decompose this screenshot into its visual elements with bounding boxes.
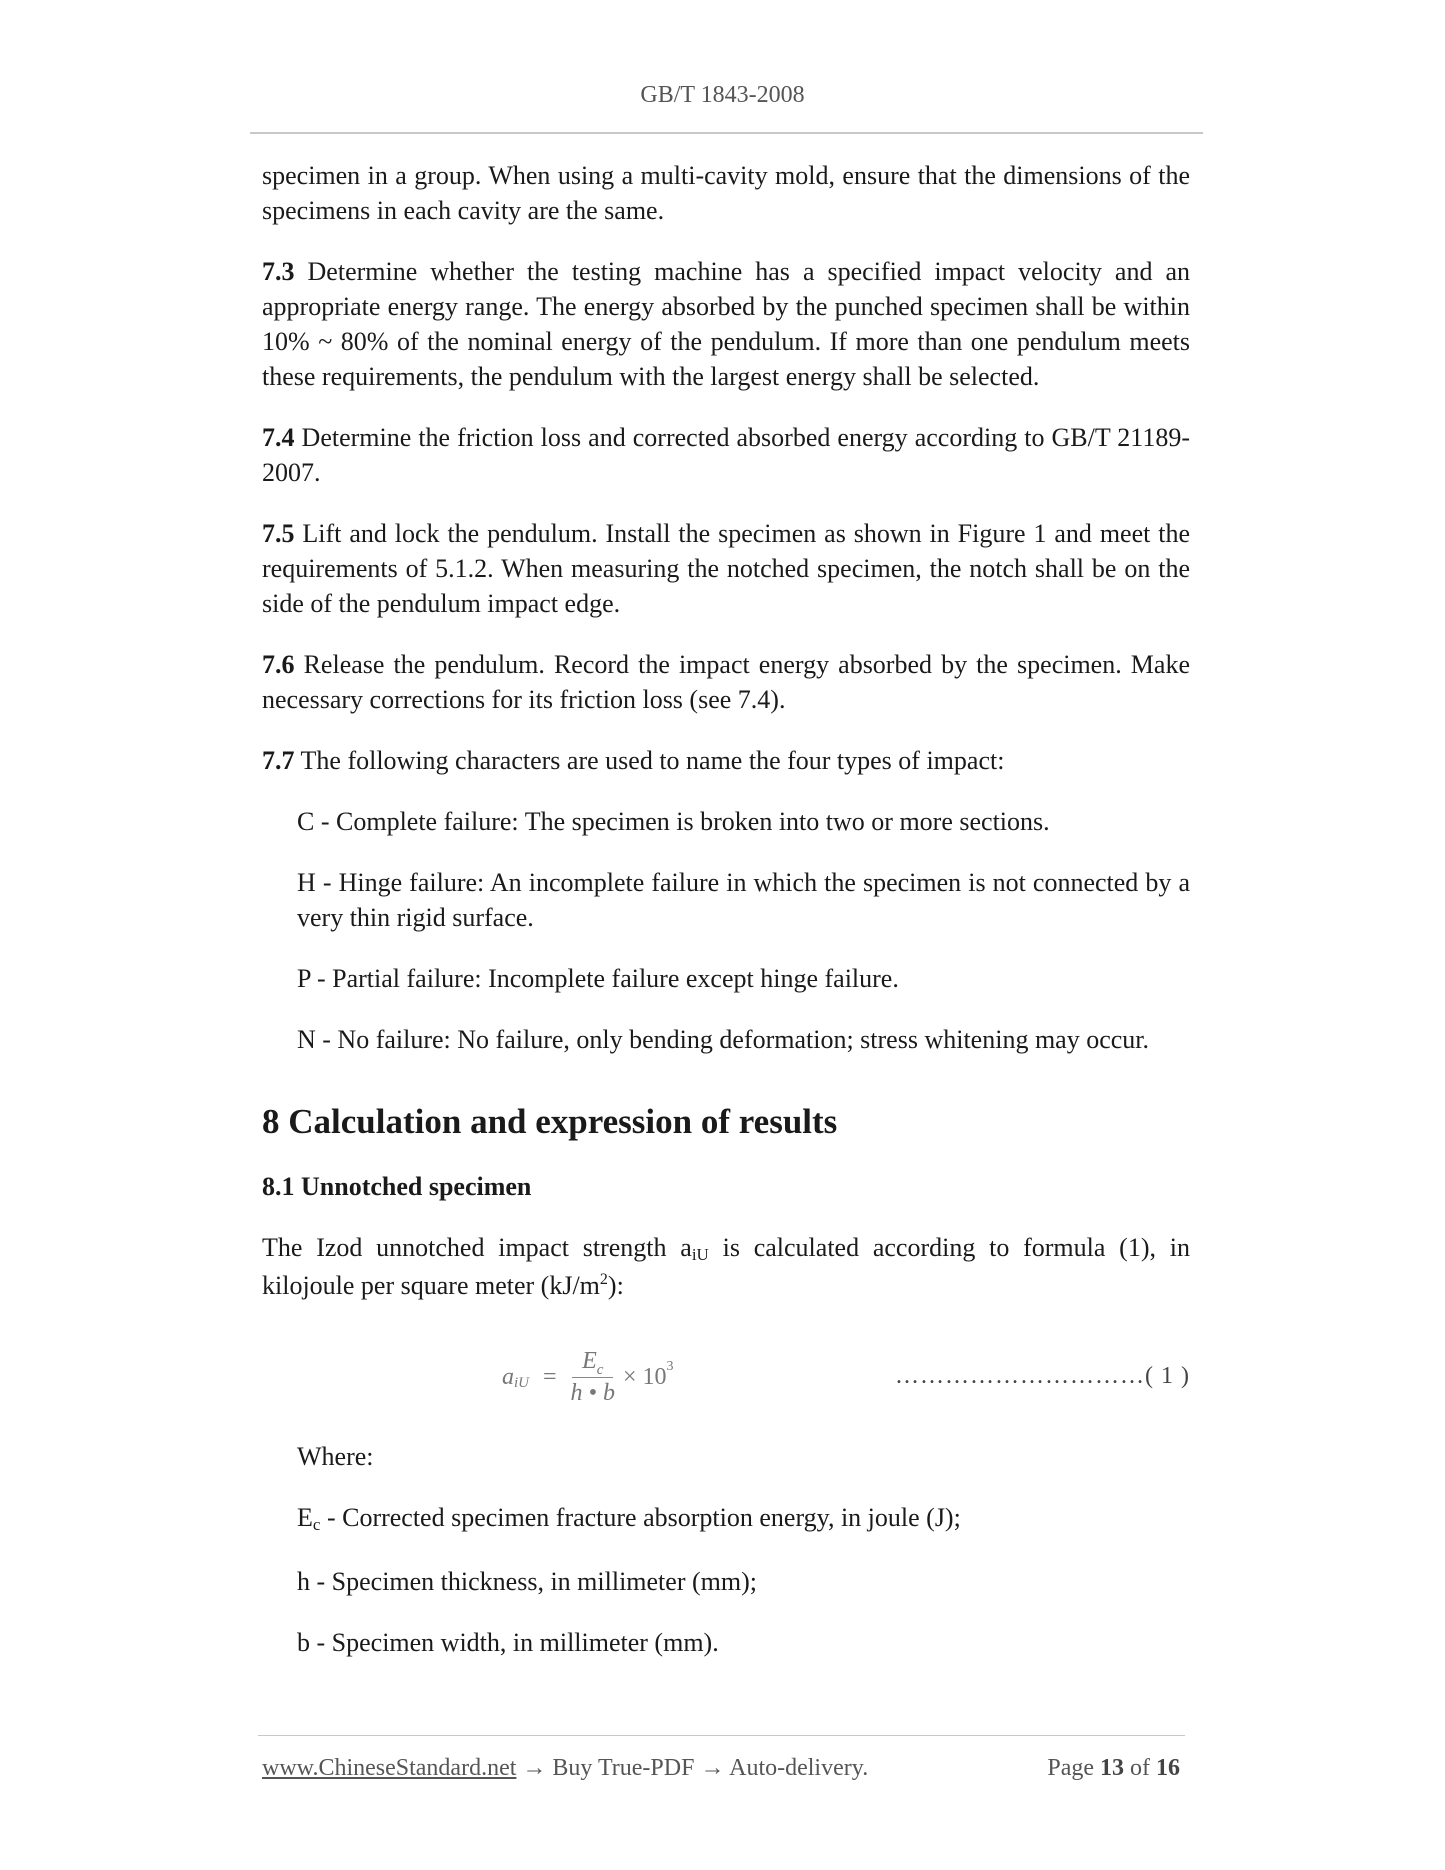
definition-b: b - Specimen width, in millimeter (mm). <box>297 1628 719 1657</box>
clause-7-7 <box>262 743 1190 778</box>
clause-text: Determine whether the testing machine has a specified impact velocity and an appropriate energy range. The energy absorbed by the punched specimen shall be within 10% ~ 80% of the nominal energy of the pendulum. If more than one pendulum meets these requirements, the pendulum with the largest energy shall be selected. <box>262 257 1191 391</box>
formula-1 <box>262 1341 1190 1413</box>
intro-text: is calculated according to formula (1), in kilojoule per square meter (kJ/m <box>262 1233 1190 1300</box>
formula-numerator <box>572 1348 613 1378</box>
def-symbol: E <box>297 1503 313 1532</box>
footer-left <box>262 1755 868 1782</box>
of-word: of <box>1130 1755 1150 1781</box>
clause-text: Release the pendulum. Record the impact energy absorbed by the specimen. Make necessary corrections for its friction loss (see 7.4). <box>262 650 1191 714</box>
formula-number: ( 1 ) <box>1145 1363 1190 1389</box>
formula-fraction <box>571 1348 615 1407</box>
failure-type-h: H - Hinge failure: An incomplete failure in which the specimen is not connected by a very thin rigid surface. <box>297 868 1190 932</box>
clause-text: The following characters are used to name the four types of impact: <box>300 746 1005 775</box>
clause-7-3 <box>262 254 1190 394</box>
formula-lhs: a <box>502 1363 514 1390</box>
definition-h: h - Specimen thickness, in millimeter (mm); <box>297 1567 757 1596</box>
numerator-subscript: c <box>596 1361 604 1378</box>
where-label: Where: <box>297 1442 374 1471</box>
definition-ec <box>262 1500 1190 1538</box>
clause-number: 7.3 <box>262 257 295 286</box>
failure-type-c: C - Complete failure: The specimen is broken into two or more sections. <box>297 807 1050 836</box>
failure-type-n: N - No failure: No failure, only bending deformation; stress whitening may occur. <box>297 1025 1150 1054</box>
def-subscript: c <box>312 1515 321 1534</box>
clause-7-6 <box>262 647 1190 717</box>
page-word: Page <box>1047 1755 1094 1781</box>
clause-number: 7.6 <box>262 650 295 679</box>
section-heading-8-1: 8.1 Unnotched specimen <box>262 1172 532 1201</box>
page-footer <box>262 1755 1180 1782</box>
intro-superscript: 2 <box>599 1271 608 1288</box>
formula-denominator: h • b <box>570 1379 615 1406</box>
formula-exponent: 3 <box>666 1359 674 1374</box>
intro-subscript: iU <box>691 1245 709 1264</box>
clause-text: Lift and lock the pendulum. Install the specimen as shown in Figure 1 and meet the requirements of 5.1.2. When measuring the notched specimen, the notch shall be on the side of the pendulum impact edge. <box>262 519 1191 618</box>
formula-expression <box>502 1341 674 1413</box>
formula-reference <box>895 1363 1190 1390</box>
footer-divider <box>258 1735 1185 1736</box>
page-indicator <box>1047 1755 1180 1782</box>
formula-multiplier: × 10 <box>622 1363 667 1390</box>
intro-text: The Izod unnotched impact strength a <box>262 1233 692 1262</box>
def-text: - Corrected specimen fracture absorption energy, in joule (J); <box>320 1503 961 1532</box>
numerator-symbol: E <box>582 1347 597 1374</box>
section-heading-8: 8 Calculation and expression of results <box>262 1102 838 1141</box>
paragraph-continued: specimen in a group. When using a multi-cavity mold, ensure that the dimensions of the specimens in each cavity are the same. <box>262 161 1190 225</box>
page-header: GB/T 1843-2008 <box>640 82 805 108</box>
formula-intro <box>262 1230 1190 1307</box>
failure-type-p: P - Partial failure: Incomplete failure except hinge failure. <box>297 964 899 993</box>
formula-lhs-subscript: iU <box>514 1374 529 1391</box>
formula-leader-dots: ………………………… <box>895 1363 1146 1389</box>
header-divider <box>250 132 1203 134</box>
page-number: 13 <box>1100 1755 1124 1781</box>
intro-text: ): <box>607 1271 624 1300</box>
clause-7-4 <box>262 420 1190 490</box>
formula-equals: = <box>543 1363 557 1390</box>
page-total: 16 <box>1156 1755 1180 1781</box>
clause-number: 7.5 <box>262 519 295 548</box>
clause-7-5 <box>262 516 1190 621</box>
clause-number: 7.4 <box>262 423 295 452</box>
site-link[interactable]: www.ChineseStandard.net <box>262 1755 517 1781</box>
clause-text: Determine the friction loss and corrected absorbed energy according to GB/T 21189-2007. <box>262 423 1191 487</box>
clause-number: 7.7 <box>262 746 295 775</box>
footer-promo: → Buy True-PDF → Auto-delivery. <box>516 1755 869 1781</box>
page-content <box>262 158 1190 1660</box>
